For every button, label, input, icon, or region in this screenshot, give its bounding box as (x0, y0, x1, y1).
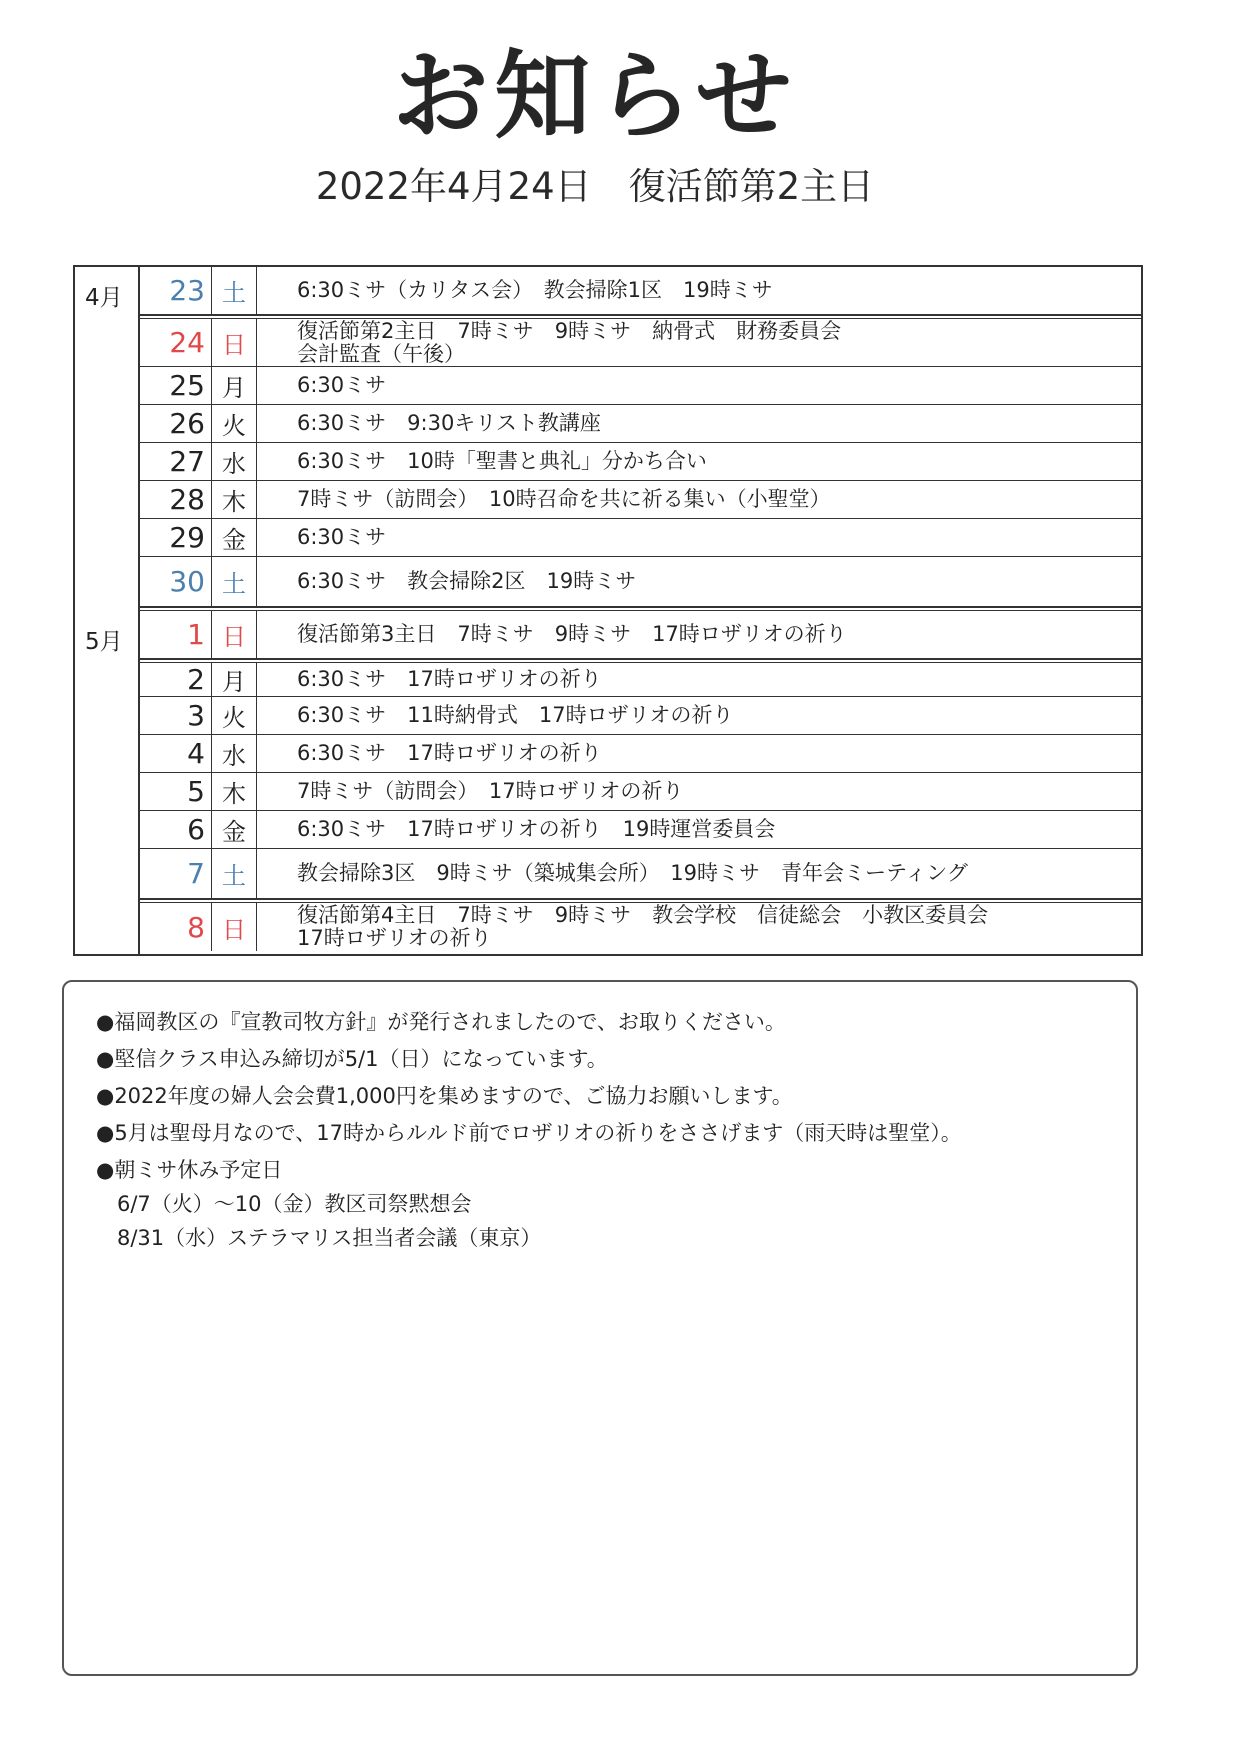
event-line: 6:30ミサ (297, 525, 387, 549)
event-line: 7時ミサ（訪問会） 10時召命を共に祈る集い（小聖堂） (297, 487, 831, 511)
event-text (257, 526, 1141, 549)
event-line: 6:30ミサ 17時ロザリオの祈り (297, 667, 602, 691)
day-number: 7 (140, 849, 212, 898)
event-line: 6:30ミサ 11時納骨式 17時ロザリオの祈り (297, 703, 734, 727)
weekday: 金 (212, 519, 257, 556)
event-text (257, 862, 1141, 885)
event-line: 6:30ミサ 教会掃除2区 19時ミサ (297, 569, 637, 593)
event-text (257, 780, 1141, 803)
weekday: 火 (212, 697, 257, 734)
schedule-row (140, 899, 1141, 951)
schedule-row (140, 315, 1141, 367)
weekday: 月 (212, 663, 257, 696)
weekday: 金 (212, 811, 257, 848)
notice-item: ●5月は聖母月なので、17時からルルド前でロザリオの祈りをささげます（雨天時は聖堂）。 (96, 1121, 962, 1145)
day-number: 29 (140, 519, 212, 556)
event-line: 6:30ミサ 17時ロザリオの祈り (297, 741, 602, 765)
schedule-row (140, 267, 1141, 315)
weekday: 木 (212, 481, 257, 518)
weekday: 土 (212, 267, 257, 314)
schedule-row (140, 557, 1141, 607)
weekday: 日 (212, 611, 257, 658)
event-text (257, 320, 1141, 366)
month-label-april: 4月 (85, 285, 123, 311)
page-title: お知らせ (392, 40, 798, 152)
schedule-table (73, 265, 1143, 956)
schedule-row (140, 607, 1141, 659)
weekday: 日 (212, 903, 257, 951)
page-subtitle: 2022年4月24日 復活節第2主日 (315, 165, 875, 208)
notice-item: ●朝ミサ休み予定日 (96, 1158, 283, 1182)
schedule-row (140, 519, 1141, 557)
day-number: 30 (140, 557, 212, 606)
schedule-row (140, 405, 1141, 443)
month-column (75, 267, 140, 954)
day-number: 24 (140, 319, 212, 366)
schedule-row (140, 735, 1141, 773)
event-text (257, 450, 1141, 473)
schedule-row (140, 697, 1141, 735)
event-text (257, 570, 1141, 593)
schedule-row (140, 481, 1141, 519)
weekday: 水 (212, 443, 257, 480)
event-text (257, 412, 1141, 435)
schedule-rows (140, 267, 1141, 954)
notice-item: ●堅信クラス申込み締切が5/1（日）になっています。 (96, 1047, 608, 1071)
day-number: 6 (140, 811, 212, 848)
weekday: 水 (212, 735, 257, 772)
day-number: 5 (140, 773, 212, 810)
schedule-row (140, 367, 1141, 405)
day-number: 4 (140, 735, 212, 772)
day-number: 23 (140, 267, 212, 314)
event-text (257, 742, 1141, 765)
event-line: 6:30ミサ 17時ロザリオの祈り 19時運営委員会 (297, 817, 776, 841)
event-text (257, 488, 1141, 511)
day-number: 27 (140, 443, 212, 480)
day-number: 26 (140, 405, 212, 442)
day-number: 28 (140, 481, 212, 518)
event-line: 6:30ミサ（カリタス会） 教会掃除1区 19時ミサ (297, 278, 773, 302)
event-line: 復活節第3主日 7時ミサ 9時ミサ 17時ロザリオの祈り (297, 622, 847, 646)
event-text (257, 818, 1141, 841)
day-number: 8 (140, 903, 212, 951)
day-number: 2 (140, 663, 212, 696)
month-label-may: 5月 (85, 629, 123, 655)
day-number: 25 (140, 367, 212, 404)
event-line: 復活節第2主日 7時ミサ 9時ミサ 納骨式 財務委員会 (297, 318, 842, 343)
schedule-row (140, 659, 1141, 697)
weekday: 土 (212, 557, 257, 606)
weekday: 木 (212, 773, 257, 810)
event-text (257, 704, 1141, 727)
event-text (257, 668, 1141, 691)
notice-item: 8/31（水）ステラマリス担当者会議（東京） (96, 1226, 542, 1250)
schedule-row (140, 773, 1141, 811)
day-number: 1 (140, 611, 212, 658)
event-line: 6:30ミサ 9:30キリスト教講座 (297, 411, 601, 435)
event-line: 7時ミサ（訪問会） 17時ロザリオの祈り (297, 779, 684, 803)
weekday: 火 (212, 405, 257, 442)
event-line: 会計監査（午後） (297, 341, 465, 366)
event-text (257, 904, 1141, 950)
event-line: 6:30ミサ (297, 373, 387, 397)
event-text (257, 374, 1141, 397)
schedule-row (140, 443, 1141, 481)
event-line: 17時ロザリオの祈り (297, 926, 492, 950)
event-line: 教会掃除3区 9時ミサ（築城集会所） 19時ミサ 青年会ミーティング (297, 861, 968, 885)
event-line: 復活節第4主日 7時ミサ 9時ミサ 教会学校 信徒総会 小教区委員会 (297, 903, 989, 927)
notice-box (62, 980, 1138, 1676)
notice-item: ●2022年度の婦人会会費1,000円を集めますので、ご協力お願いします。 (96, 1084, 793, 1108)
weekday: 日 (212, 319, 257, 366)
weekday: 土 (212, 849, 257, 898)
day-number: 3 (140, 697, 212, 734)
event-text (257, 623, 1141, 646)
event-text (257, 279, 1141, 302)
schedule-row (140, 811, 1141, 849)
notice-item: 6/7（火）～10（金）教区司祭黙想会 (96, 1192, 472, 1216)
weekday: 月 (212, 367, 257, 404)
event-line: 6:30ミサ 10時「聖書と典礼」分かち合い (297, 449, 707, 473)
notice-item: ●福岡教区の『宣教司牧方針』が発行されましたので、お取りください。 (96, 1010, 786, 1034)
schedule-row (140, 849, 1141, 899)
